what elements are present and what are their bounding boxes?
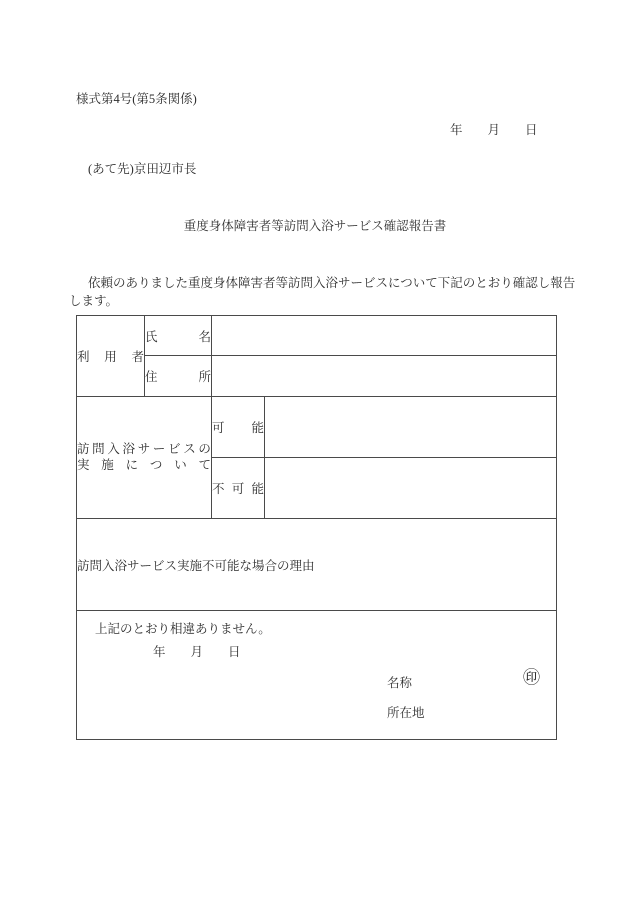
form-table [76,315,557,740]
service-label-line-1: 訪 問 入 浴 サ ー ビ ス の [77,442,211,456]
name-value-cell [212,316,557,356]
certification-date-line: 年 月 日 [153,645,241,659]
addressee: (あて先)京田辺市長 [88,162,197,176]
reason-cell [77,519,557,611]
name-label-cell [145,316,212,356]
table-row-certification [77,611,557,740]
certification-cell [77,611,557,740]
address-label: 住 所 [145,370,211,384]
name-label: 氏 名 [145,329,211,344]
service-label-line-2: 実 施 に つ い て [77,457,211,472]
table-row-address [77,356,557,397]
service-header-cell [77,397,212,519]
address-label-cell [145,356,212,397]
org-name-label: 名称 [387,676,413,690]
document-title: 重度身体障害者等訪問入浴サービス確認報告書 [183,219,447,233]
user-header-cell [77,316,145,397]
table-row-possible [77,397,557,458]
impossible-label-cell [212,458,265,519]
address-value-cell [212,356,557,397]
impossible-label: 不 可 能 [212,482,264,496]
form-number: 様式第4号(第5条関係) [76,92,197,106]
body-text-line-1: 依頼のありました重度身体障害者等訪問入浴サービスについて下記のとおり確認し報告 [88,276,576,290]
possible-label-cell [212,397,265,458]
user-label: 利 用 者 [77,350,144,364]
seal-mark-icon: ㊞ [523,668,540,687]
table-row-name [77,316,557,356]
header-date-line: 年 月 日 [450,123,538,137]
reason-label: 訪問入浴サービス実施不可能な場合の理由 [77,558,315,573]
possible-value-cell [265,397,557,458]
org-address-label: 所在地 [387,706,425,720]
table-row-reason [77,519,557,611]
body-text-line-2: します。 [69,294,119,308]
possible-label: 可 能 [212,421,264,435]
confirmation-text: 上記のとおり相違ありません。 [95,622,271,636]
impossible-value-cell [265,458,557,519]
